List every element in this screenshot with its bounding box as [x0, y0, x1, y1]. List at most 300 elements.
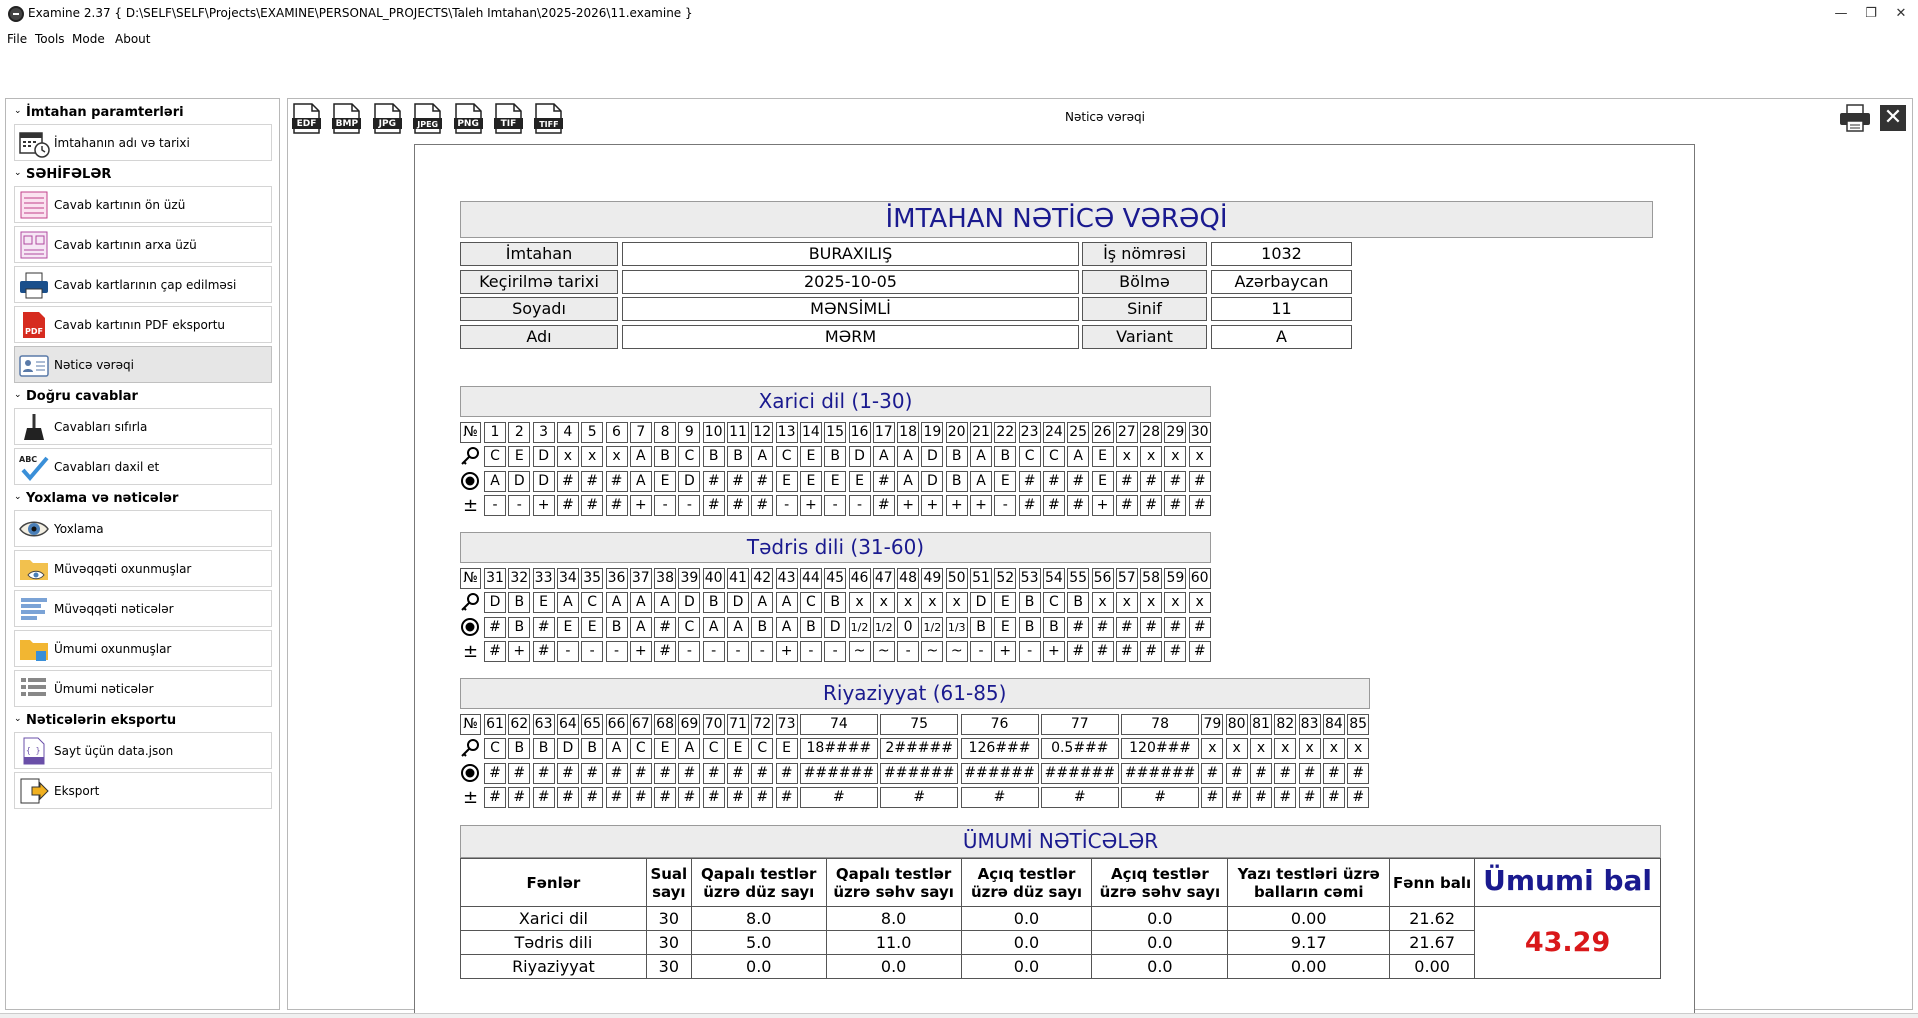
- export-bmp-button[interactable]: [331, 102, 362, 135]
- answer-cell: A: [1067, 446, 1089, 467]
- answer-cell: E: [776, 738, 798, 759]
- sidebar-item[interactable]: [14, 124, 272, 161]
- answer-cell: A: [606, 738, 628, 759]
- answer-cell: B: [994, 446, 1016, 467]
- answer-cell: +: [800, 495, 822, 516]
- answer-cell: #: [1140, 471, 1162, 492]
- answer-cell: #: [1226, 787, 1248, 808]
- answer-cell: C: [678, 446, 700, 467]
- answer-cell: #: [484, 763, 506, 784]
- answer-cell: x: [1116, 592, 1138, 613]
- answer-cell: #: [1164, 617, 1186, 638]
- answer-cell: 0: [897, 617, 919, 638]
- summary-column-header: Qapalı testlər üzrə düz sayı: [691, 859, 826, 907]
- section-title: Xarici dil (1-30): [460, 386, 1211, 417]
- sidebar-item[interactable]: [14, 306, 272, 343]
- answer-cell: #: [1043, 471, 1065, 492]
- sidebar-item[interactable]: [14, 772, 272, 809]
- window-title: Examine 2.37 { D:\SELF\SELF\Projects\EXAMINE\PERSONAL_PROJECTS\Taleh Imtahan\2025-2026\11.examine }: [28, 6, 693, 20]
- menu-about[interactable]: About: [115, 32, 151, 46]
- question-number: 23: [1019, 422, 1041, 443]
- main-panel: [287, 98, 1913, 1010]
- answer-cell: +: [897, 495, 919, 516]
- answer-cell: ######: [1041, 763, 1119, 784]
- answer-cell: ~: [946, 641, 968, 662]
- summary-cell: 0.0: [1092, 931, 1228, 955]
- folder-eye-icon: [18, 554, 50, 584]
- info-value: MƏRM: [622, 325, 1079, 349]
- folder-icon: [18, 634, 50, 664]
- answer-cell: C: [1043, 592, 1065, 613]
- answer-cell: 18####: [800, 738, 878, 759]
- answer-cell: #: [751, 471, 773, 492]
- sidebar-item[interactable]: [14, 346, 272, 383]
- question-number: 63: [533, 714, 555, 735]
- question-number: 47: [873, 568, 895, 589]
- answer-cell: D: [533, 471, 555, 492]
- sidebar-item-label: Sayt üçün data.json: [54, 744, 174, 758]
- sidebar-group-title: İmtahan paramterləri: [26, 105, 184, 120]
- answer-cell: #: [1299, 763, 1321, 784]
- sidebar-item[interactable]: [14, 226, 272, 263]
- answer-cell: x: [1116, 446, 1138, 467]
- sidebar-item[interactable]: [14, 550, 272, 587]
- question-number: 68: [654, 714, 676, 735]
- question-number: 44: [800, 568, 822, 589]
- answer-card-front-icon: [18, 190, 50, 220]
- export-png-button[interactable]: [453, 102, 484, 135]
- answer-cell: A: [654, 592, 676, 613]
- answer-cell: #: [1164, 495, 1186, 516]
- question-number: 70: [703, 714, 725, 735]
- answer-cell: #: [1189, 641, 1211, 662]
- export-format-label: JPEG: [417, 120, 439, 129]
- question-number: 56: [1092, 568, 1114, 589]
- info-label: Keçirilmə tarixi: [460, 270, 618, 294]
- sidebar-group-header[interactable]: [14, 489, 178, 509]
- menu-tools[interactable]: Tools: [35, 32, 65, 46]
- answer-cell: +: [630, 641, 652, 662]
- answer-cell: D: [727, 592, 749, 613]
- answer-cell: #: [484, 641, 506, 662]
- answer-cell: A: [484, 471, 506, 492]
- answer-cell: #: [727, 763, 749, 784]
- answer-cell: E: [776, 471, 798, 492]
- answer-cell: #: [1189, 471, 1211, 492]
- question-number: 13: [776, 422, 798, 443]
- answer-cell: B: [800, 617, 822, 638]
- answer-cell: x: [1189, 446, 1211, 467]
- answer-cell: #: [1140, 641, 1162, 662]
- answer-cell: B: [606, 617, 628, 638]
- summary-cell: 8.0: [691, 907, 826, 931]
- question-number: 42: [751, 568, 773, 589]
- question-number: 67: [630, 714, 652, 735]
- answer-cell: A: [897, 446, 919, 467]
- sidebar-item[interactable]: [14, 408, 272, 445]
- answer-cell: #: [581, 763, 603, 784]
- question-number: 45: [824, 568, 846, 589]
- answer-cell: x: [1323, 738, 1345, 759]
- answer-cell: -: [994, 495, 1016, 516]
- answer-cell: +: [970, 495, 992, 516]
- answer-cell: #: [678, 763, 700, 784]
- summary-cell: 30: [646, 907, 691, 931]
- sidebar-item-label: Nəticə vərəqi: [54, 358, 134, 372]
- answer-cell: 126###: [961, 738, 1039, 759]
- answer-cell: A: [678, 738, 700, 759]
- sidebar-item-label: Cavab kartının PDF eksportu: [54, 318, 226, 332]
- answer-cell: E: [557, 617, 579, 638]
- answer-cell: #: [1067, 471, 1089, 492]
- info-label: İmtahan: [460, 242, 618, 266]
- question-number: 48: [897, 568, 919, 589]
- answer-cell: #: [533, 641, 555, 662]
- answer-cell: #: [1116, 471, 1138, 492]
- export-tiff-button[interactable]: [533, 102, 564, 135]
- answer-cell: #: [1164, 641, 1186, 662]
- answer-cell: ######: [1121, 763, 1199, 784]
- answer-cell: C: [776, 446, 798, 467]
- question-number: 3: [533, 422, 555, 443]
- answer-cell: C: [800, 592, 822, 613]
- answer-cell: -: [703, 641, 725, 662]
- question-number: 2: [508, 422, 530, 443]
- answer-cell: #: [1019, 471, 1041, 492]
- question-number: 30: [1189, 422, 1211, 443]
- status-bar: [0, 1013, 1918, 1018]
- question-number: 61: [484, 714, 506, 735]
- chevron-down-icon: ⌄: [14, 492, 22, 502]
- question-number: 16: [849, 422, 871, 443]
- answer-cell: #: [727, 787, 749, 808]
- answer-cell: B: [508, 592, 530, 613]
- answer-cell: #: [533, 763, 555, 784]
- answer-cell: #: [1201, 787, 1223, 808]
- answer-cell: #: [961, 787, 1039, 808]
- question-number: 41: [727, 568, 749, 589]
- close-panel-button[interactable]: ✕: [1880, 105, 1906, 131]
- summary-column-header: Fənn balı: [1390, 859, 1475, 907]
- question-number: 84: [1323, 714, 1345, 735]
- answer-cell: C: [1019, 446, 1041, 467]
- answer-cell: #: [1323, 787, 1345, 808]
- summary-cell: 0.00: [1390, 955, 1475, 979]
- answer-cell: D: [678, 592, 700, 613]
- answer-cell: #: [557, 471, 579, 492]
- plus-minus-icon: [460, 495, 480, 515]
- sidebar-item[interactable]: [14, 266, 272, 303]
- answer-cell: B: [508, 617, 530, 638]
- answer-cell: B: [946, 446, 968, 467]
- answer-cell: B: [533, 738, 555, 759]
- answer-cell: ~: [849, 641, 871, 662]
- answer-cell: E: [508, 446, 530, 467]
- question-number: 53: [1019, 568, 1041, 589]
- summary-column-header: Sual sayı: [646, 859, 691, 907]
- sidebar-item[interactable]: [14, 630, 272, 667]
- abc-check-icon: [18, 452, 50, 482]
- answer-cell: A: [751, 446, 773, 467]
- question-number: 81: [1250, 714, 1272, 735]
- question-number: 20: [946, 422, 968, 443]
- answer-cell: #: [880, 787, 958, 808]
- answer-cell: A: [776, 617, 798, 638]
- sidebar-group-header[interactable]: [14, 165, 111, 185]
- answer-cell: -: [606, 641, 628, 662]
- chevron-down-icon: ⌄: [14, 714, 22, 724]
- answer-cell: A: [557, 592, 579, 613]
- sidebar-item[interactable]: [14, 510, 272, 547]
- target-icon: [460, 617, 480, 637]
- svg-text:ABC: ABC: [19, 455, 38, 464]
- sidebar-group-header[interactable]: [14, 387, 138, 407]
- question-number: 78: [1121, 714, 1199, 735]
- answer-cell: E: [1092, 471, 1114, 492]
- question-number: 15: [824, 422, 846, 443]
- question-number: 29: [1164, 422, 1186, 443]
- answer-cell: D: [849, 446, 871, 467]
- answer-cell: #: [1347, 763, 1369, 784]
- question-number: 25: [1067, 422, 1089, 443]
- export-format-label: JPG: [378, 119, 396, 129]
- answer-cell: -: [970, 641, 992, 662]
- sidebar-item[interactable]: [14, 448, 272, 485]
- answer-cell: A: [630, 592, 652, 613]
- answer-cell: +: [1092, 495, 1114, 516]
- sheet-title: İMTAHAN NƏTİCƏ VƏRƏQİ: [460, 201, 1653, 238]
- answer-cell: ~: [873, 641, 895, 662]
- answer-cell: -: [824, 641, 846, 662]
- export-jpg-button[interactable]: [372, 102, 403, 135]
- question-number: 9: [678, 422, 700, 443]
- answer-cell: #: [1140, 617, 1162, 638]
- answer-cell: E: [800, 446, 822, 467]
- summary-cell: 0.0: [961, 907, 1092, 931]
- answer-cell: #: [727, 471, 749, 492]
- answer-cell: #: [1347, 787, 1369, 808]
- answer-cell: #: [703, 787, 725, 808]
- sidebar-item-label: Eksport: [54, 784, 100, 798]
- question-number: 26: [1092, 422, 1114, 443]
- printer-icon: [18, 270, 50, 300]
- question-number: 34: [557, 568, 579, 589]
- answer-cell: #: [654, 763, 676, 784]
- answer-cell: #: [581, 787, 603, 808]
- summary-cell: 8.0: [826, 907, 961, 931]
- answer-cell: E: [994, 471, 1016, 492]
- answer-cell: x: [1347, 738, 1369, 759]
- answer-cell: #: [1092, 641, 1114, 662]
- menu-file[interactable]: File: [7, 32, 28, 46]
- sidebar-group-header[interactable]: [14, 711, 176, 731]
- question-number: 32: [508, 568, 530, 589]
- answer-cell: +: [994, 641, 1016, 662]
- list-icon: [18, 594, 50, 624]
- sidebar-group-header[interactable]: [14, 103, 184, 123]
- answer-cell: A: [727, 617, 749, 638]
- answer-cell: #: [703, 471, 725, 492]
- summary-cell: 0.0: [961, 955, 1092, 979]
- svg-text:±: ±: [463, 786, 479, 807]
- export-tif-button[interactable]: [493, 102, 524, 135]
- title-bar: [0, 0, 1918, 28]
- sidebar-item-label: Müvəqqəti nəticələr: [54, 602, 174, 616]
- summary-column-header: Açıq testlər üzrə düz sayı: [961, 859, 1092, 907]
- minimize-button[interactable]: —: [1834, 6, 1848, 21]
- answer-cell: E: [727, 738, 749, 759]
- question-number: 71: [727, 714, 749, 735]
- pdf-icon: [18, 310, 50, 340]
- answer-cell: E: [654, 738, 676, 759]
- answer-cell: #: [1274, 787, 1296, 808]
- answer-cell: -: [678, 495, 700, 516]
- menu-mode[interactable]: Mode: [72, 32, 105, 46]
- answer-cell: #: [557, 787, 579, 808]
- question-number: 79: [1201, 714, 1223, 735]
- answer-cell: D: [484, 592, 506, 613]
- answer-cell: ~: [921, 641, 943, 662]
- plus-minus-icon: [460, 641, 480, 661]
- question-number: 22: [994, 422, 1016, 443]
- key-icon: [460, 446, 480, 466]
- restore-button[interactable]: ❐: [1865, 6, 1877, 21]
- summary-cell: 9.17: [1228, 931, 1390, 955]
- answer-cell: 0.5###: [1041, 738, 1119, 759]
- question-number: 54: [1043, 568, 1065, 589]
- answer-cell: #: [1019, 495, 1041, 516]
- answer-cell: x: [1164, 592, 1186, 613]
- answer-cell: -: [849, 495, 871, 516]
- answer-cell: #: [484, 617, 506, 638]
- question-number: 69: [678, 714, 700, 735]
- answer-cell: A: [751, 592, 773, 613]
- answer-cell: -: [654, 495, 676, 516]
- answer-cell: C: [678, 617, 700, 638]
- answer-cell: #: [703, 495, 725, 516]
- info-value: A: [1211, 325, 1352, 349]
- question-number: 43: [776, 568, 798, 589]
- print-button[interactable]: [1838, 103, 1872, 133]
- summary-cell: 0.0: [1092, 955, 1228, 979]
- answer-cell: x: [1164, 446, 1186, 467]
- answer-cell: #: [606, 763, 628, 784]
- sidebar-item-label: Ümumi nəticələr: [54, 682, 154, 696]
- answer-cell: A: [606, 592, 628, 613]
- question-number: 49: [921, 568, 943, 589]
- question-number: 58: [1140, 568, 1162, 589]
- question-number: 33: [533, 568, 555, 589]
- answer-cell: A: [630, 617, 652, 638]
- svg-text:PDF: PDF: [25, 327, 43, 336]
- answer-cell: #: [533, 617, 555, 638]
- answer-cell: #: [1189, 495, 1211, 516]
- export-jpeg-button[interactable]: [412, 102, 443, 135]
- answer-cell: -: [897, 641, 919, 662]
- info-value: 11: [1211, 297, 1352, 321]
- question-number: 73: [776, 714, 798, 735]
- answer-cell: x: [946, 592, 968, 613]
- row-number-header: №: [460, 568, 481, 589]
- sidebar-item[interactable]: [14, 590, 272, 627]
- answer-cell: #: [1116, 641, 1138, 662]
- answer-card-back-icon: [18, 230, 50, 260]
- answer-cell: 2#####: [880, 738, 958, 759]
- answer-cell: x: [1299, 738, 1321, 759]
- app-icon: [8, 6, 24, 22]
- question-number: 74: [800, 714, 878, 735]
- answer-cell: #: [484, 787, 506, 808]
- answer-cell: -: [557, 641, 579, 662]
- close-window-button[interactable]: ✕: [1895, 6, 1907, 21]
- chevron-down-icon: ⌄: [14, 106, 22, 116]
- answer-cell: B: [1043, 617, 1065, 638]
- question-number: 7: [630, 422, 652, 443]
- question-number: 52: [994, 568, 1016, 589]
- sidebar-item[interactable]: [14, 186, 272, 223]
- answer-cell: #: [654, 617, 676, 638]
- summary-cell: Riyaziyyat: [461, 955, 647, 979]
- question-number: 11: [727, 422, 749, 443]
- answer-cell: x: [921, 592, 943, 613]
- answer-cell: #: [678, 787, 700, 808]
- key-icon: [460, 738, 480, 758]
- sidebar-item[interactable]: [14, 670, 272, 707]
- sidebar-group-title: Doğru cavablar: [26, 389, 138, 404]
- summary-cell: 30: [646, 955, 691, 979]
- answer-cell: B: [703, 592, 725, 613]
- question-number: 59: [1164, 568, 1186, 589]
- question-number: 36: [606, 568, 628, 589]
- answer-cell: B: [751, 617, 773, 638]
- answer-cell: A: [703, 617, 725, 638]
- answer-cell: #: [630, 763, 652, 784]
- svg-text:±: ±: [463, 494, 479, 515]
- answer-cell: E: [581, 617, 603, 638]
- export-format-label: TIF: [500, 119, 517, 129]
- info-label: Variant: [1082, 325, 1207, 349]
- file-icon: [412, 102, 443, 135]
- answer-cell: -: [824, 495, 846, 516]
- sidebar-item-label: Cavabları sıfırla: [54, 420, 148, 434]
- info-label: Soyadı: [460, 297, 618, 321]
- sidebar-item-label: Cavab kartlarının çap edilməsi: [54, 278, 237, 292]
- question-number: 72: [751, 714, 773, 735]
- answer-cell: ######: [880, 763, 958, 784]
- info-label: Sinif: [1082, 297, 1207, 321]
- summary-cell: 0.00: [1228, 955, 1390, 979]
- answer-cell: B: [1019, 592, 1041, 613]
- key-icon: [460, 592, 480, 612]
- answer-cell: #: [1274, 763, 1296, 784]
- answer-cell: +: [533, 495, 555, 516]
- export-edf-button[interactable]: [291, 102, 322, 135]
- summary-cell: 0.00: [1228, 907, 1390, 931]
- answer-cell: x: [557, 446, 579, 467]
- sidebar-item[interactable]: [14, 732, 272, 769]
- export-icon: [18, 776, 50, 806]
- info-value: Azərbaycan: [1211, 270, 1352, 294]
- question-number: 77: [1041, 714, 1119, 735]
- svg-text:{ }: { }: [26, 746, 41, 755]
- section-title: Riyaziyyat (61-85): [460, 678, 1370, 709]
- summary-cell: Xarici dil: [461, 907, 647, 931]
- answer-cell: #: [1116, 617, 1138, 638]
- answer-cell: A: [630, 446, 652, 467]
- answer-cell: #: [557, 763, 579, 784]
- answer-cell: 120###: [1121, 738, 1199, 759]
- answer-cell: #: [1041, 787, 1119, 808]
